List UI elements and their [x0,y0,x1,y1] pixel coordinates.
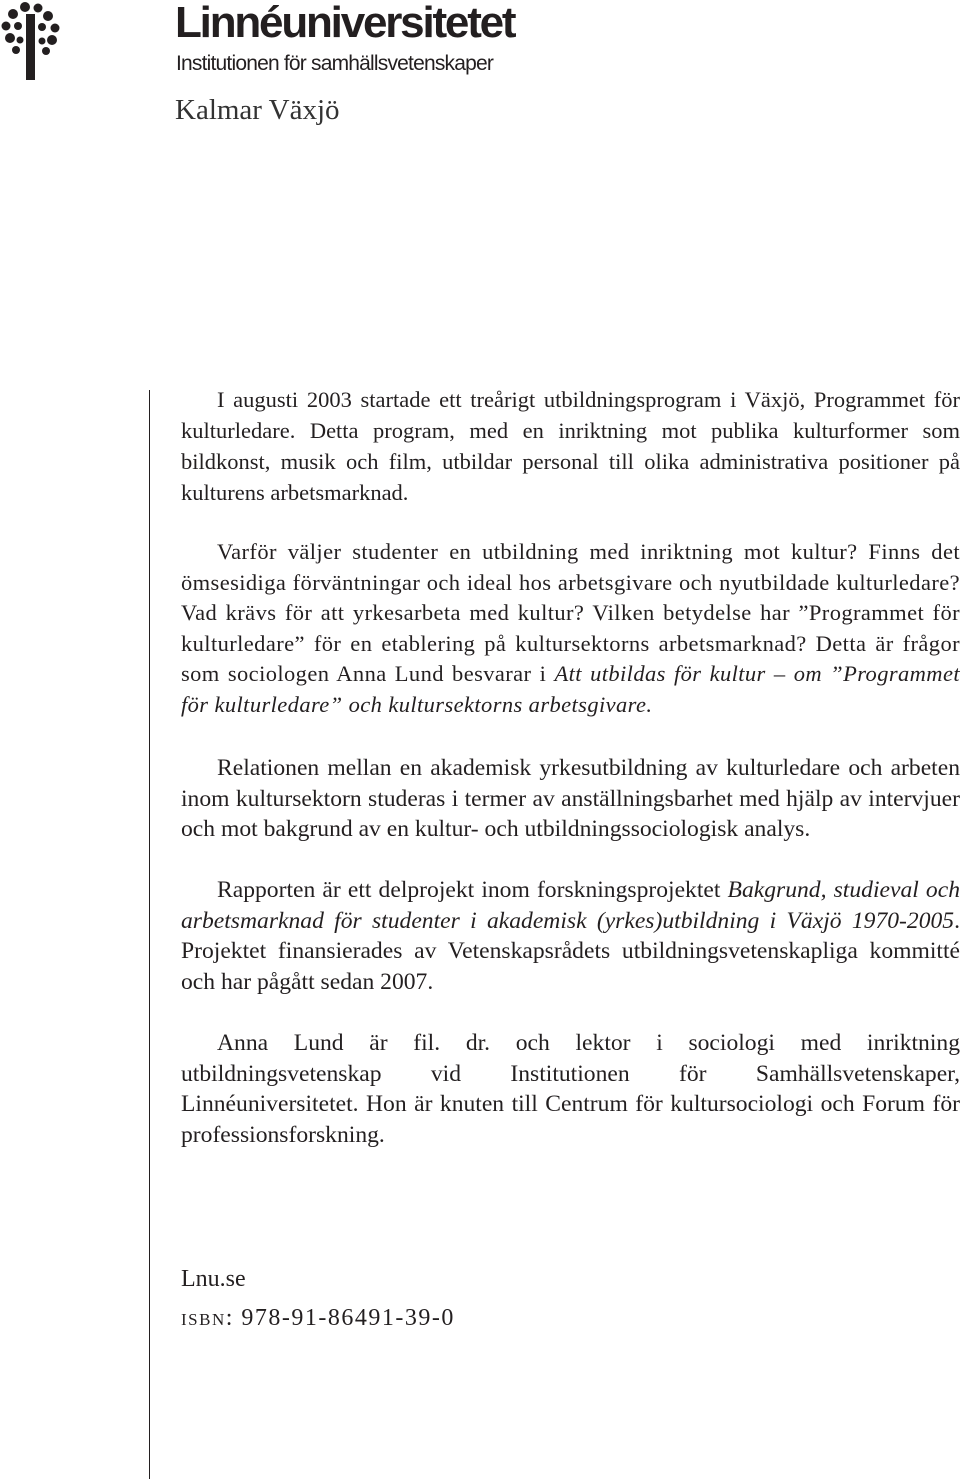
report-text-before: Rapporten är ett delprojekt inom forskningsprojektet [217,877,728,903]
intro-paragraph [181,384,960,508]
relation-text: Relationen mellan en akademisk yrkesutbildning av kulturledare och arbeten inom kultursektorn studeras i termer av anställningsbarhet med hjälp av intervjuer och mot bakgrund av en kultur- och utbildningssociologisk analys. [181,755,960,842]
intro-text: I augusti 2003 startade ett treårigt utbildningsprogram i Växjö, Programmet för kulturledare. Detta program, med en inriktning mot publika kulturformer som bildkonst, musik och film, utbildar personal till olika administrativa positioner på kulturens arbetsmarknad. [181,387,960,505]
report-text-after: . Projektet finansierades av Vetenskapsrådets utbildningsvetenskapliga kommitté och har pågått sedan 2007. [181,907,960,995]
relation-paragraph [181,753,960,845]
book-title: Att utbildas för kultur – om ”Programmet för kulturledare” och kultursektorns arbetsgivare. [181,661,960,717]
author-paragraph [181,1028,960,1150]
questions-paragraph [181,537,960,720]
report-body [181,875,960,997]
questions-body [181,537,960,720]
margin-rule [149,390,150,1479]
department-name: Institutionen för samhällsvetenskaper [176,52,494,75]
author-bio: Anna Lund är fil. dr. och lektor i sociologi med inriktning utbildningsvetenskap vid Institutionen för Samhällsvetenskaper, Linnéuniversitetet. Hon är knuten till Centrum för kultursociologi och Forum för professionsforskning. [181,1030,960,1148]
report-paragraph [181,875,960,997]
university-name: Linnéuniversitetet [175,0,515,47]
project-title: Bakgrund, studieval och arbetsmarknad för studenter i akademisk (yrkes)utbildning i Växjö 1970-2005 [181,877,960,934]
website-link[interactable]: Lnu.se [181,1266,246,1292]
university-logo-tree-icon [0,0,62,80]
isbn-number: isbn: 978-91-86491-39-0 [181,1305,455,1331]
campus-locations: Kalmar Växjö [175,94,340,126]
questions-text: Varför väljer studenter en utbildning med inriktning mot kultur? Finns det ömsesidiga förväntningar och ideal hos arbetsgivare och nyutbildade kulturledare? Vad krävs för att yrkesarbeta med kultur? Vilken betydelse har ”Programmet för kulturledare” för en etablering på kultursektorns arbetsmarknad? Detta är frågor som sociologen Anna Lund besvarar i [181,539,960,686]
